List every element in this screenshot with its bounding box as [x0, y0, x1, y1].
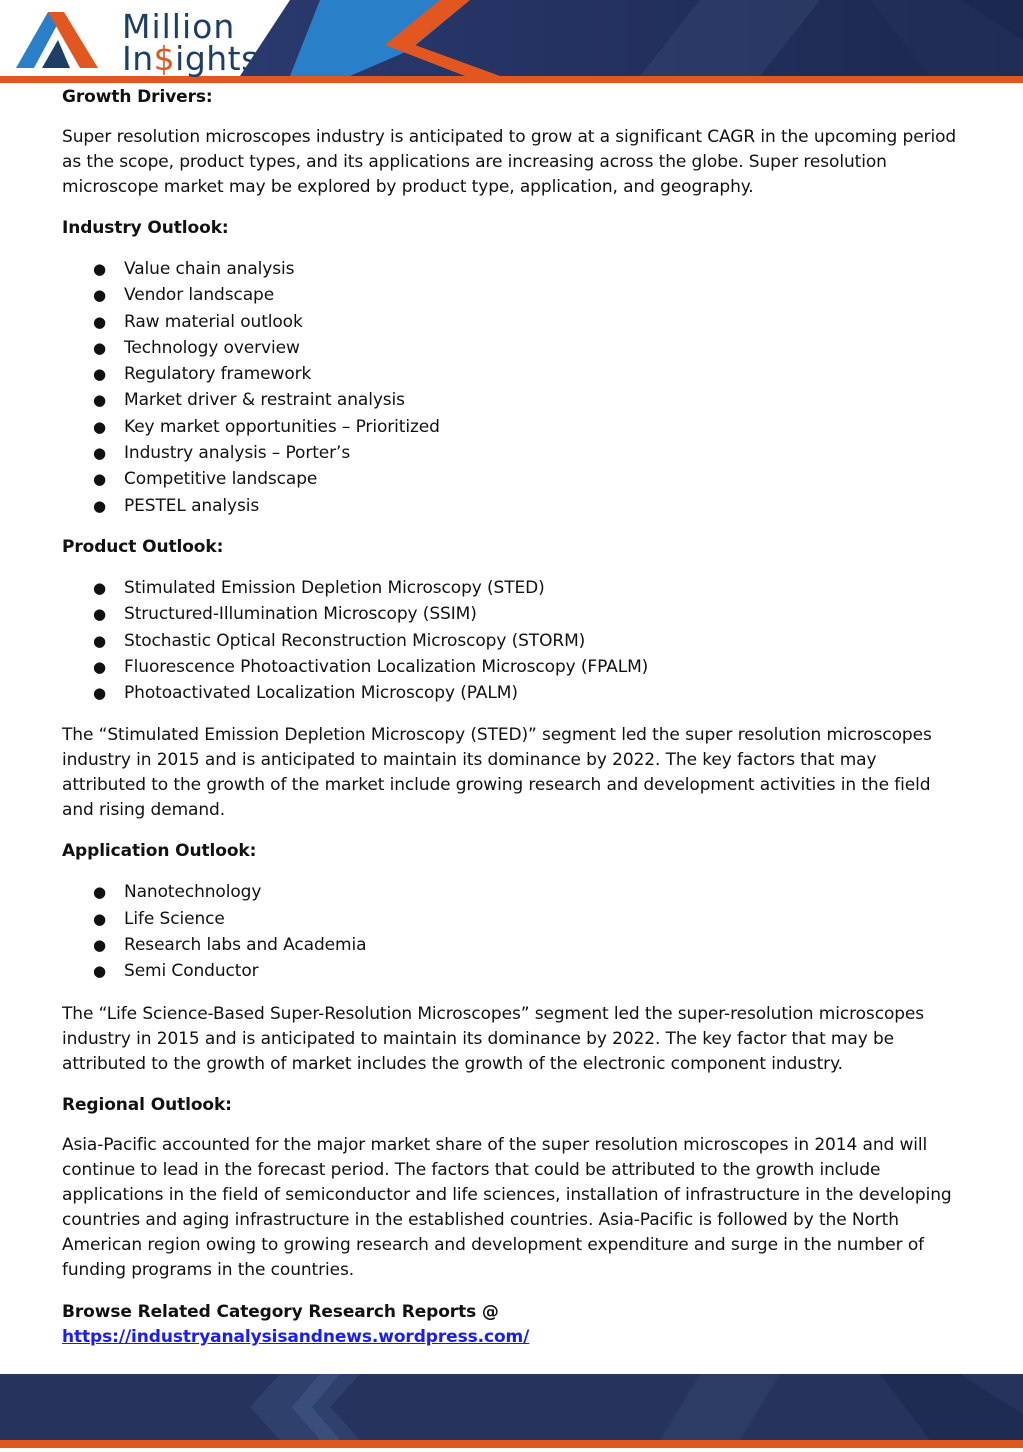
list-item: ● Semi Conductor: [62, 958, 962, 984]
industry-outlook-heading: Industry Outlook:: [62, 218, 229, 238]
bullet-icon: ●: [93, 578, 106, 597]
list-item: ● Stochastic Optical Reconstruction Microscopy (STORM): [62, 628, 962, 654]
product-outlook-list: [62, 575, 962, 706]
logo-mark-icon: [12, 6, 112, 76]
list-item: ● Life Science: [62, 906, 962, 932]
bullet-icon: ●: [93, 312, 106, 331]
bullet-icon: ●: [93, 605, 106, 624]
document-body: [62, 86, 962, 1367]
bullet-icon: ●: [93, 444, 106, 463]
footer-graphic: [0, 1374, 1023, 1448]
application-outlook-heading: Application Outlook:: [62, 841, 257, 862]
industry-outlook-list: [62, 256, 962, 519]
list-item: ● Fluorescence Photoactivation Localization Microscopy (FPALM): [62, 654, 962, 680]
list-item: ● Competitive landscape: [62, 466, 962, 492]
header-banner: [0, 0, 1023, 84]
list-item: ● Market driver & restraint analysis: [62, 387, 962, 413]
bullet-icon: ●: [93, 338, 106, 357]
bullet-icon: ●: [93, 260, 106, 278]
list-item: ● Photoactivated Localization Microscopy (PALM): [62, 680, 962, 706]
list-item: ● Industry analysis – Porter’s: [62, 440, 962, 466]
related-reports-link[interactable]: https://industryanalysisandnews.wordpress.com/: [62, 1326, 530, 1347]
growth-drivers-heading: Growth Drivers:: [62, 87, 213, 107]
bullet-icon: ●: [93, 883, 106, 902]
footer-banner: [0, 1374, 1023, 1448]
list-item: ● Structured-Illumination Microscopy (SSIM): [62, 601, 962, 627]
list-item: ● Raw material outlook: [62, 309, 962, 335]
bullet-icon: ●: [93, 496, 106, 515]
product-outlook-text: The “Stimulated Emission Depletion Microscopy (STED)” segment led the super resolution microscopes industry in 2015 and is anticipated to maintain its dominance by 2022. The key factors that may attributed to the growth of the market include growing research and development activities in the field and rising demand.: [62, 725, 932, 821]
growth-drivers-text: Super resolution microscopes industry is anticipated to grow at a significant CAGR in the upcoming period as the scope, product types, and its applications are increasing across the globe. Super resolution microscope market may be explored by product type, application, and geography.: [62, 127, 957, 197]
browse-related-reports: Browse Related Category Research Reports @ https://industryanalysisandnews.wordpress.com/: [62, 1301, 530, 1347]
bullet-icon: ●: [93, 470, 106, 489]
regional-outlook-heading: Regional Outlook:: [62, 1094, 232, 1115]
bullet-icon: ●: [93, 657, 106, 676]
application-outlook-list: [62, 879, 962, 984]
bullet-icon: ●: [93, 936, 106, 955]
list-item: ● Key market opportunities – Prioritized: [62, 414, 962, 440]
bullet-icon: ●: [93, 391, 106, 410]
list-item: ● Technology overview: [62, 335, 962, 361]
list-item: ● PESTEL analysis: [62, 493, 962, 519]
regional-outlook-text: Asia-Pacific accounted for the major market share of the super resolution microscopes in 2014 and will continue to lead in the forecast period. The factors that could be attributed to the growth include applications in the field of semiconductor and life sciences, installation of infrastructure in the developing countries and aging infrastructure in the established countries. Asia-Pacific is followed by the North American region owing to growing research and development expenditure and surge in the number of funding programs in the countries.: [62, 1134, 952, 1280]
logo-line1: Million: [122, 7, 236, 46]
list-item: ● Value chain analysis: [62, 256, 962, 282]
logo-wordmark: [122, 7, 259, 78]
logo-line2: In$ights: [122, 39, 259, 78]
million-insights-logo: [12, 6, 259, 78]
bullet-icon: ●: [93, 962, 106, 981]
bullet-icon: ●: [93, 909, 106, 928]
bullet-icon: ●: [93, 684, 106, 703]
bullet-icon: ●: [93, 417, 106, 436]
bullet-icon: ●: [93, 631, 106, 650]
application-outlook-text: The “Life Science-Based Super-Resolution Microscopes” segment led the super-resolution microscopes industry in 2015 and is anticipated to maintain its dominance by 2022. The key factor that may be attributed to the growth of market includes the growth of the electronic component industry.: [62, 1003, 925, 1074]
list-item: ● Vendor landscape: [62, 282, 962, 308]
list-item: ● Regulatory framework: [62, 361, 962, 387]
product-outlook-heading: Product Outlook:: [62, 536, 224, 557]
bullet-icon: ●: [93, 365, 106, 384]
bullet-icon: ●: [93, 286, 106, 305]
list-item: ● Stimulated Emission Depletion Microscopy (STED): [62, 575, 962, 601]
list-item: ● Nanotechnology: [62, 879, 962, 905]
list-item: ● Research labs and Academia: [62, 932, 962, 958]
